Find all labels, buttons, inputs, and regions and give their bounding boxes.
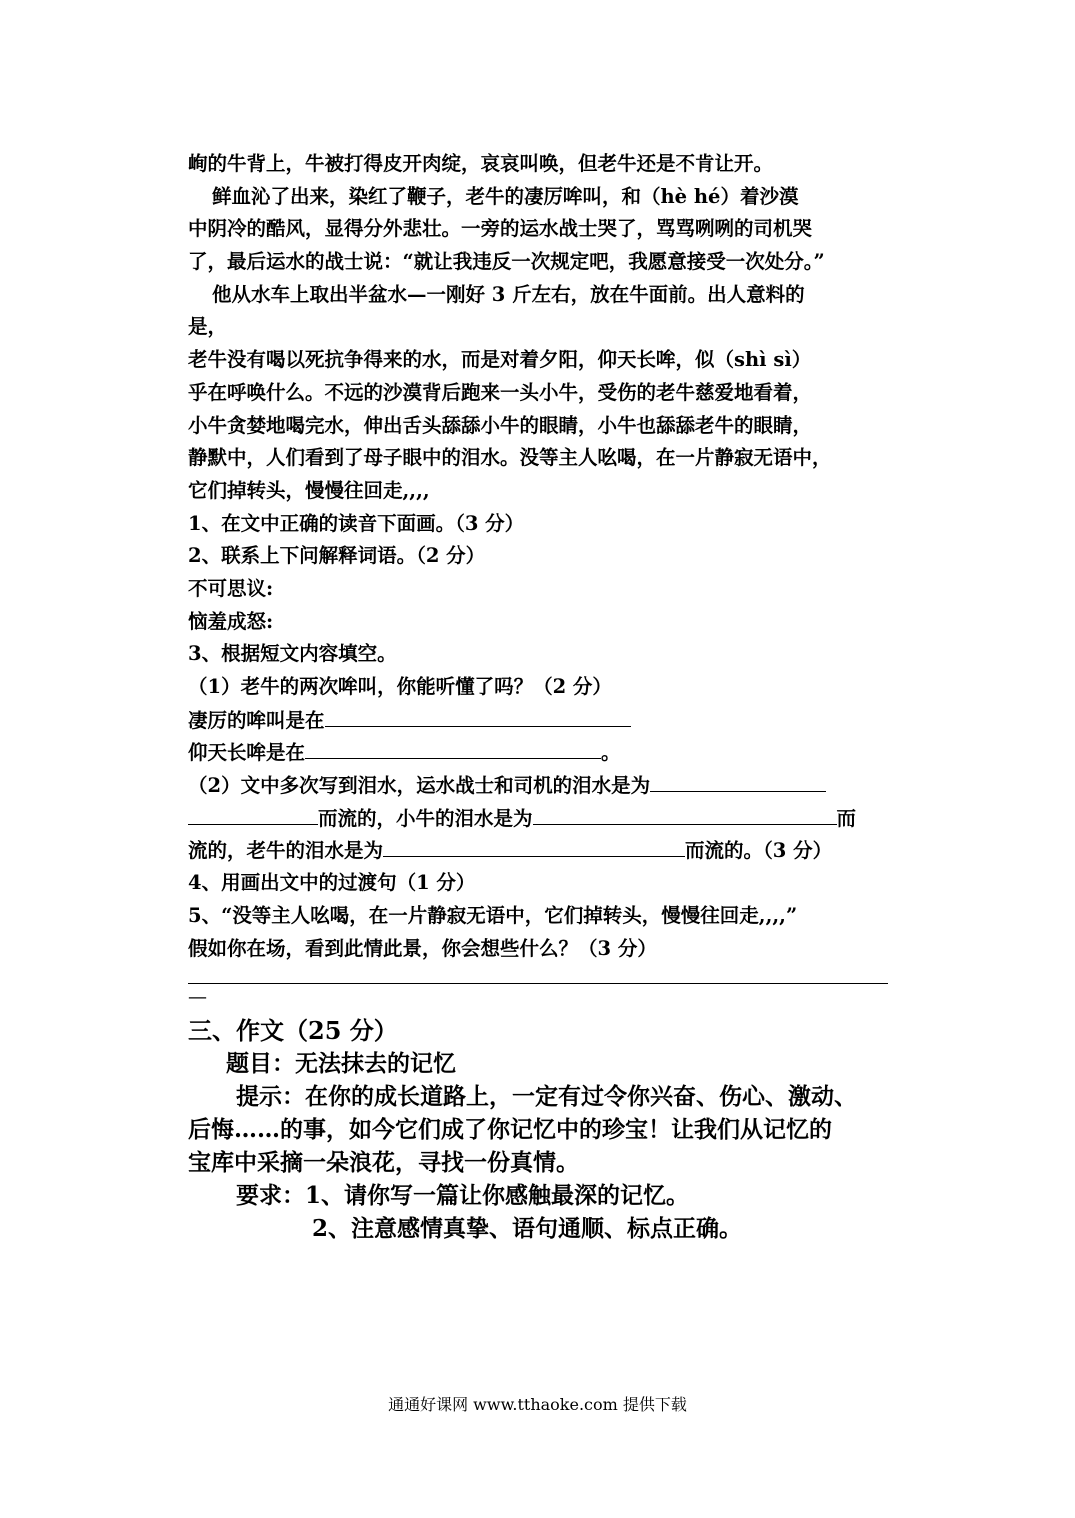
answer-blank[interactable]: [305, 736, 601, 759]
fill-end: 而: [836, 806, 857, 830]
story-line: 中阴冷的酷风，显得分外悲壮。一旁的运水战士哭了，骂骂咧咧的司机哭: [188, 217, 813, 241]
answer-blank[interactable]: [650, 769, 826, 792]
question-3-1: （1）老牛的两次哞叫，你能听懂了吗？（2 分）: [188, 675, 612, 698]
story-line: 他从水车上取出半盆水—一刚好 3 斤左右，放在牛面前。出人意料的: [212, 282, 805, 306]
essay-hint-line: 提示：在你的成长道路上，一定有过令你兴奋、伤心、激动、: [236, 1083, 857, 1111]
fill-end: 。: [601, 741, 621, 765]
essay-hint-line: 宝库中采摘一朵浪花，寻找一份真情。: [188, 1149, 579, 1177]
essay-topic: 题目：无法抹去的记忆: [226, 1050, 456, 1078]
story-line: 了，最后运水的战士说：“就让我违反一次规定吧，我愿意接受一次处分。”: [188, 250, 825, 274]
story-line: 静默中，人们看到了母子眼中的泪水。没等主人吆喝，在一片静寂无语中，: [188, 446, 832, 470]
question-3: 3、根据短文内容填空。: [188, 642, 397, 666]
story-line: 小牛贪婪地喝完水，伸出舌头舔舔小牛的眼睛，小牛也舔舔老牛的眼睛，: [188, 413, 813, 437]
story-line: 是，: [188, 315, 228, 339]
fill-prompt: 而流的，小牛的泪水是为: [318, 806, 533, 830]
answer-blank[interactable]: [325, 704, 631, 727]
essay-section: [188, 1014, 888, 1245]
story-line: 乎在呼唤什么。不远的沙漠背后跑来一头小牛，受伤的老牛慈爱地看着，: [188, 380, 813, 404]
fill-line: [188, 769, 888, 802]
essay-requirement: 要求：1、请你写一篇让你感触最深的记忆。: [236, 1182, 690, 1210]
fill-line: [188, 736, 888, 769]
term-label: 恼羞成怒:: [188, 609, 274, 633]
question-2: 2、联系上下问解释词语。（2 分）: [188, 544, 486, 568]
story-line: 鲜血沁了出来，染红了鞭子，老牛的凄厉哞叫，和（hè hé）着沙漠: [212, 184, 799, 208]
essay-requirement: 2、注意感情真挚、语句通顺、标点正确。: [312, 1215, 743, 1243]
fill-prompt: 流的，老牛的泪水是为: [188, 839, 384, 863]
essay-heading: 三、作文（25 分）: [188, 1016, 398, 1046]
fill-prompt: 凄厉的哞叫是在: [188, 708, 325, 732]
question-5-prompt: 假如你在场，看到此情此景，你会想些什么？（3 分）: [188, 936, 657, 960]
fill-prompt: （2）文中多次写到泪水，运水战士和司机的泪水是为: [188, 774, 651, 798]
question-1: 1、在文中正确的读音下面画。（3 分）: [188, 511, 525, 535]
fill-line: [188, 802, 888, 835]
question-5: 5、“没等主人吆喝，在一片静寂无语中，它们掉转头，慢慢往回走,,,,”: [188, 903, 798, 927]
rule-overflow-dash: —: [188, 986, 207, 1009]
fill-line: [188, 704, 888, 737]
story-line: 老牛没有喝以死抗争得来的水，而是对着夕阳，仰天长哞，似（shì sì）: [188, 348, 812, 372]
answer-blank[interactable]: [383, 834, 685, 857]
fill-end: 而流的。（3 分）: [685, 839, 833, 863]
footer-credit: 通通好课网 www.tthaoke.com 提供下载: [388, 1395, 687, 1414]
term-label: 不可思议:: [188, 576, 274, 600]
worksheet-page: [188, 148, 888, 1245]
answer-blank[interactable]: [188, 802, 318, 825]
story-line: 它们掉转头，慢慢往回走,,,,: [188, 478, 430, 502]
fill-line: [188, 834, 888, 867]
question-4: 4、用画出文中的过渡句（1 分）: [188, 871, 476, 895]
story-line: 峋的牛背上，牛被打得皮开肉绽，哀哀叫唤，但老牛还是不肯让开。: [188, 152, 774, 175]
fill-prompt: 仰天长哞是在: [188, 741, 306, 765]
essay-hint-line: 后悔……的事，如今它们成了你记忆中的珍宝！让我们从记忆的: [188, 1116, 832, 1144]
answer-blank[interactable]: [533, 802, 837, 825]
